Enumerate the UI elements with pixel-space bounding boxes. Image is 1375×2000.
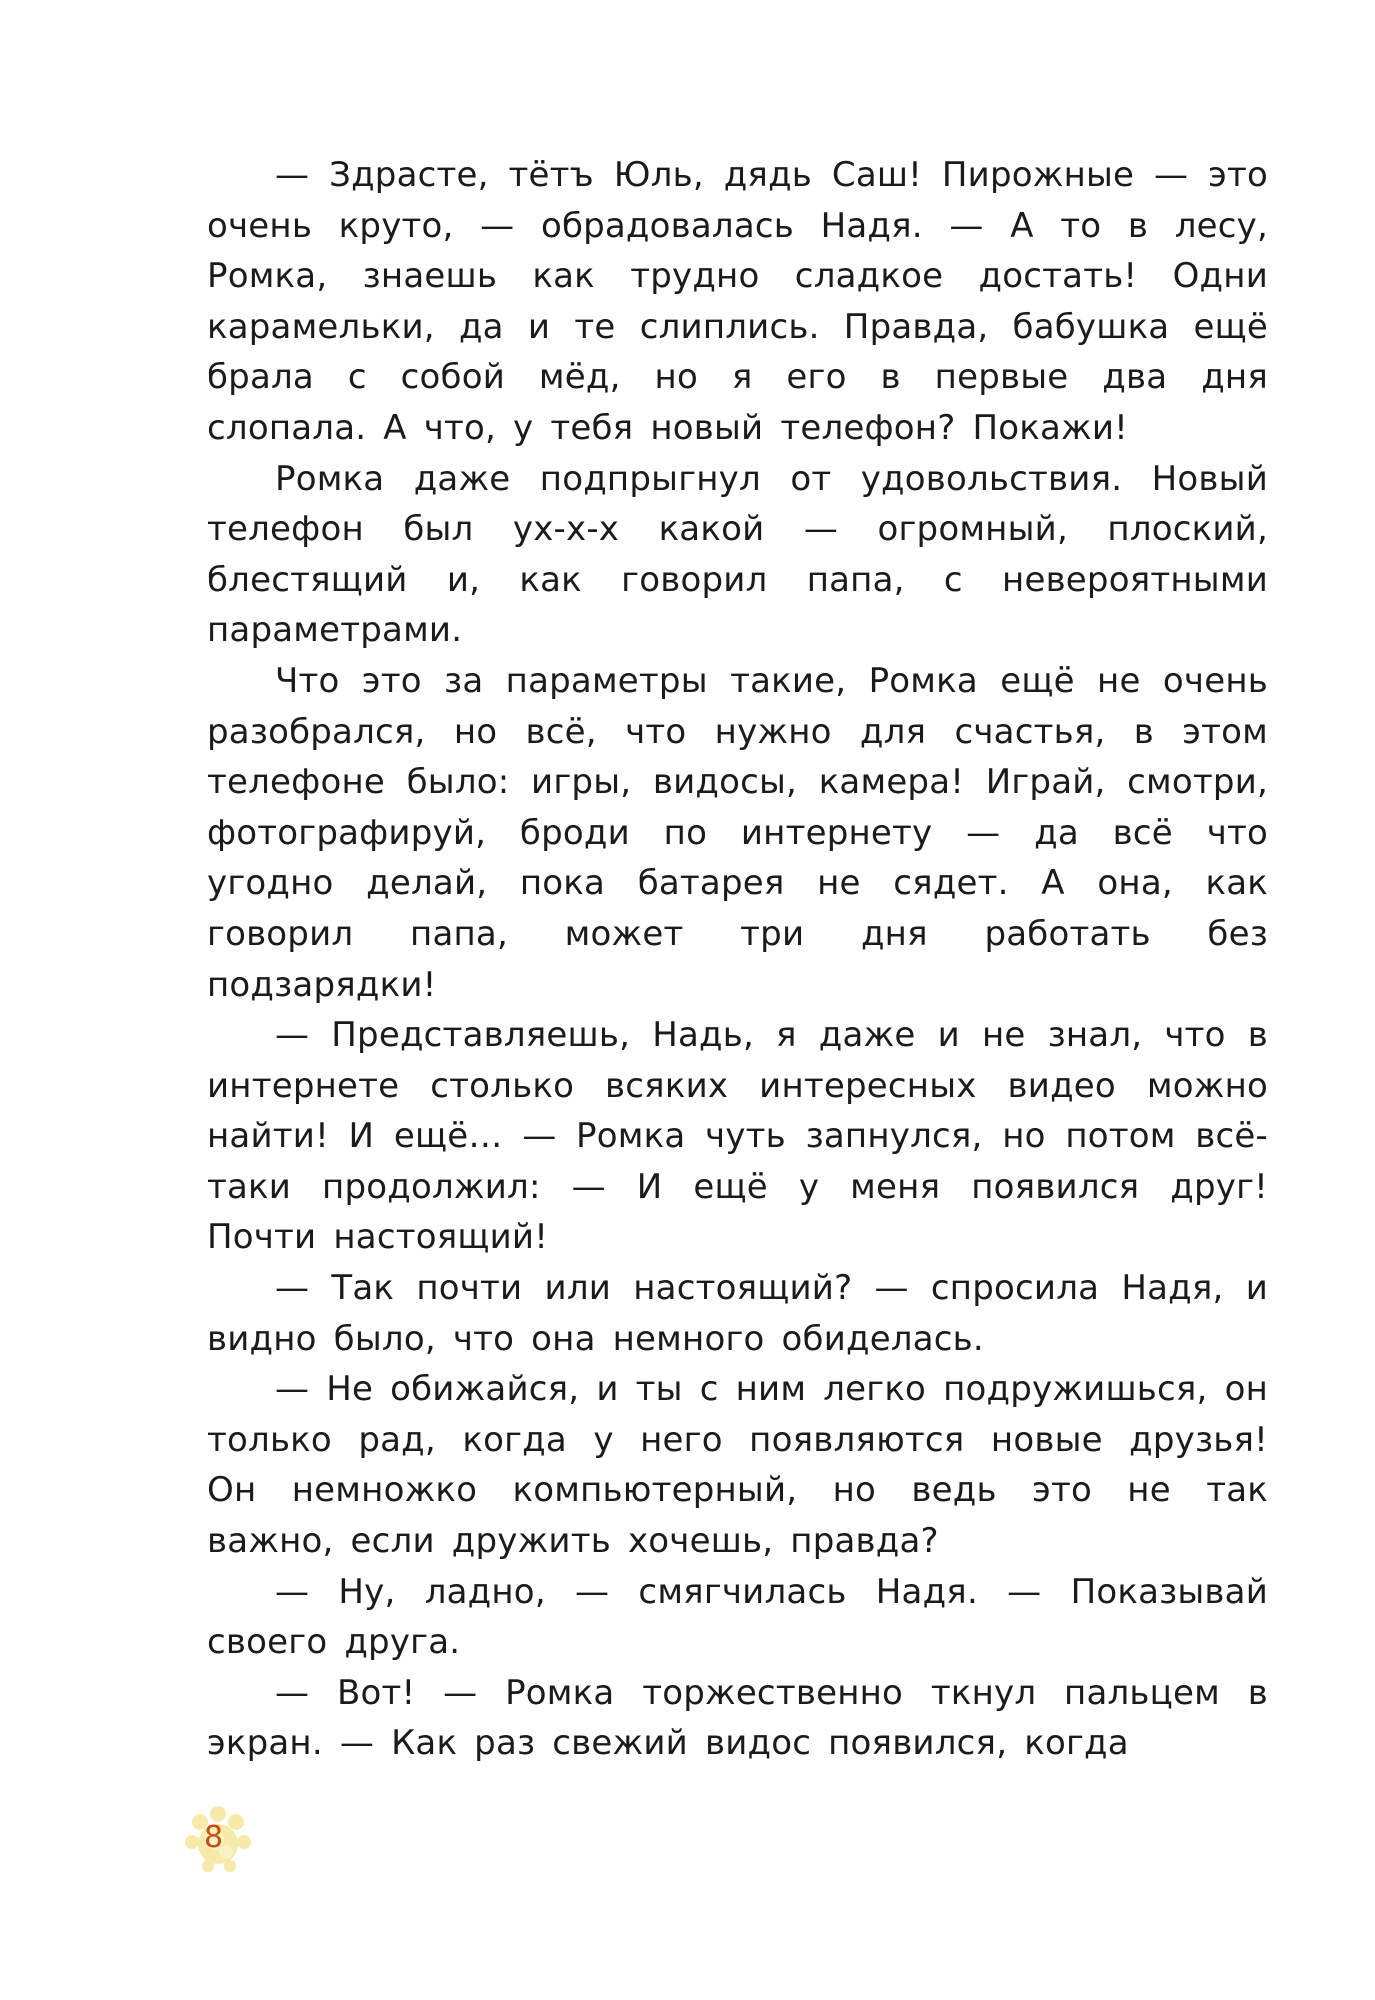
page-number: 8 <box>204 1820 224 1855</box>
paragraph-8: — Вот! — Ромка торжественно ткнул пальцем в экран. — Как раз свежий видос появился, когда <box>207 1672 1268 1764</box>
paragraph-1: — Здрасте, тётъ Юль, дядь Саш! Пирожные — это очень круто, — обрадовалась Надя. — А то в лесу, Ромка, знаешь как трудно сладкое достать! Одни карамельки, да и те слиплись. Правда, бабушка ещё брала с собой мёд, но я его в первые два дня слопала. А что, у тебя новый телефон? Покажи! <box>207 155 1268 448</box>
page-body <box>207 150 1268 1769</box>
paragraph-4: — Представляешь, Надь, я даже и не знал, что в интернете столько всяких интересных видео можно найти! И ещё… — Ромка чуть запнулся, но потом всё-таки продолжил: — И ещё у меня появился друг! Почти настоящий! <box>207 1015 1268 1258</box>
page-number-badge <box>178 1800 258 1880</box>
paragraph-6: — Не обижайся, и ты с ним легко подружишься, он только рад, когда у него появляются новые друзья! Он немножко компьютерный, но ведь это не так важно, если дружить хочешь, правда? <box>207 1369 1268 1562</box>
paragraph-7: — Ну, ладно, — смягчилась Надя. — Показывай своего друга. <box>207 1571 1268 1663</box>
paragraph-3: Что это за параметры такие, Ромка ещё не очень разобрался, но всё, что нужно для счастья, в этом телефоне было: игры, видосы, камера! Играй, смотри, фотографируй, броди по интернету — да всё что угодно делай, пока батарея не сядет. А она, как говорил папа, может три дня работать без подзарядки! <box>207 660 1268 1005</box>
paragraph-5: — Так почти или настоящий? — спросила Надя, и видно было, что она немного обиделась. <box>207 1268 1268 1359</box>
paragraph-2: Ромка даже подпрыгнул от удовольствия. Новый телефон был ух-х-х какой — огромный, плоский, блестящий и, как говорил папа, с невероятными параметрами. <box>207 458 1268 651</box>
